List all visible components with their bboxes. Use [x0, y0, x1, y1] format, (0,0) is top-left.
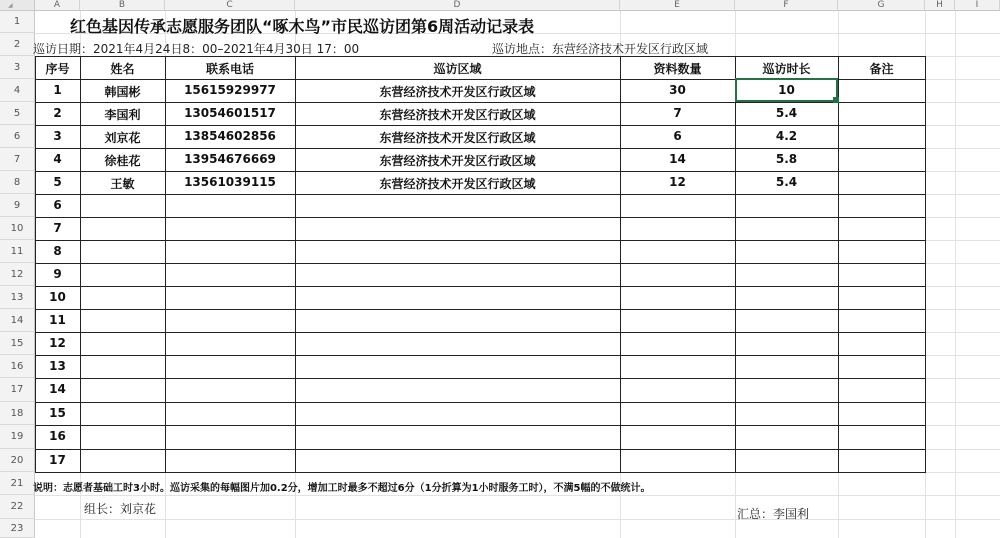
table-border — [925, 56, 926, 473]
header-hours[interactable]: 巡访时长 — [762, 62, 811, 76]
cell-area[interactable]: 东营经济技术开发区行政区域 — [379, 85, 536, 99]
row-header-3[interactable]: 3 — [0, 56, 35, 79]
cell-no[interactable]: 1 — [53, 83, 62, 97]
row-header-12[interactable]: 12 — [0, 263, 35, 286]
cell-area[interactable]: 东营经济技术开发区行政区域 — [379, 131, 536, 145]
table-border — [35, 171, 926, 172]
row-header-1[interactable]: 1 — [0, 11, 35, 33]
row-header-4[interactable]: 4 — [0, 79, 35, 102]
table-border — [35, 402, 926, 403]
gridline — [955, 11, 956, 538]
column-header-i[interactable]: I — [955, 0, 1000, 11]
cell-area[interactable]: 东营经济技术开发区行政区域 — [379, 154, 536, 168]
cell-no[interactable]: 16 — [49, 429, 66, 443]
gridline — [35, 495, 1000, 496]
cell-name[interactable]: 刘京花 — [104, 131, 141, 145]
table-border — [35, 263, 926, 264]
select-all-icon: ◢ — [8, 2, 13, 9]
cell-hours[interactable]: 5.8 — [775, 152, 798, 166]
active-cell-selection[interactable] — [735, 78, 838, 102]
column-header-h[interactable]: H — [925, 0, 955, 11]
column-header-b[interactable]: B — [80, 0, 165, 11]
column-header-c[interactable]: C — [165, 0, 295, 11]
patrol-date: 巡访日期：2021年4月24日8：00–2021年4月30日 17：00 — [33, 42, 360, 56]
row-header-11[interactable]: 11 — [0, 240, 35, 263]
row-header-20[interactable]: 20 — [0, 449, 35, 472]
cell-name[interactable]: 李国利 — [104, 108, 141, 122]
cell-no[interactable]: 10 — [49, 290, 66, 304]
cell-area[interactable]: 东营经济技术开发区行政区域 — [379, 177, 536, 191]
cell-name[interactable]: 韩国彬 — [104, 85, 141, 99]
header-name[interactable]: 姓名 — [110, 62, 135, 76]
column-header-a[interactable]: A — [35, 0, 80, 11]
row-header-19[interactable]: 19 — [0, 425, 35, 449]
cell-no[interactable]: 3 — [53, 129, 62, 143]
cell-no[interactable]: 4 — [53, 152, 62, 166]
cell-name[interactable]: 徐桂花 — [104, 154, 141, 168]
row-header-5[interactable]: 5 — [0, 102, 35, 125]
summary-by: 汇总：李国利 — [737, 507, 810, 521]
patrol-location: 巡访地点：东营经济技术开发区行政区域 — [492, 42, 709, 56]
table-border — [35, 102, 926, 103]
table-border — [35, 472, 926, 473]
cell-no[interactable]: 6 — [53, 198, 62, 212]
header-count[interactable]: 资料数量 — [653, 62, 702, 76]
table-border — [35, 425, 926, 426]
cell-phone[interactable]: 13054601517 — [184, 106, 276, 120]
row-header-17[interactable]: 17 — [0, 378, 35, 402]
cell-no[interactable]: 9 — [53, 267, 62, 281]
row-header-13[interactable]: 13 — [0, 286, 35, 309]
cell-no[interactable]: 13 — [49, 359, 66, 373]
cell-no[interactable]: 11 — [49, 313, 66, 327]
cell-no[interactable]: 15 — [49, 406, 66, 420]
cell-area[interactable]: 东营经济技术开发区行政区域 — [379, 108, 536, 122]
header-area[interactable]: 巡访区域 — [433, 62, 482, 76]
row-header-10[interactable]: 10 — [0, 217, 35, 240]
fill-handle[interactable] — [833, 97, 839, 103]
row-header-23[interactable]: 23 — [0, 519, 35, 538]
table-border — [35, 309, 926, 310]
table-border — [35, 240, 926, 241]
cell-no[interactable]: 5 — [53, 175, 62, 189]
row-header-15[interactable]: 15 — [0, 332, 35, 355]
table-border — [35, 148, 926, 149]
row-header-22[interactable]: 22 — [0, 495, 35, 519]
cell-no[interactable]: 7 — [53, 221, 62, 235]
footnote: 说明：志愿者基础工时3小时。巡访采集的每幅图片加0.2分，增加工时最多不超过6分（1分折算为1小时服务工时），不满5幅的不做统计。 — [33, 483, 651, 494]
cell-hours[interactable]: 10 — [778, 83, 795, 97]
cell-phone[interactable]: 13561039115 — [184, 175, 276, 189]
header-remark[interactable]: 备注 — [869, 62, 894, 76]
header-phone[interactable]: 联系电话 — [205, 62, 254, 76]
column-header-e[interactable]: E — [620, 0, 735, 11]
cell-no[interactable]: 2 — [53, 106, 62, 120]
cell-hours[interactable]: 5.4 — [775, 175, 798, 189]
table-border — [35, 332, 926, 333]
cell-phone[interactable]: 13954676669 — [184, 152, 276, 166]
cell-no[interactable]: 14 — [49, 382, 66, 396]
table-border — [35, 286, 926, 287]
cell-no[interactable]: 8 — [53, 244, 62, 258]
column-header-f[interactable]: F — [735, 0, 838, 11]
row-header-18[interactable]: 18 — [0, 402, 35, 425]
row-header-9[interactable]: 9 — [0, 194, 35, 217]
cell-count[interactable]: 7 — [673, 106, 682, 120]
table-border — [35, 56, 926, 57]
cell-no[interactable]: 17 — [49, 453, 66, 467]
row-header-2[interactable]: 2 — [0, 33, 35, 56]
column-header-d[interactable]: D — [295, 0, 620, 11]
table-border — [35, 449, 926, 450]
table-border — [35, 217, 926, 218]
column-header-g[interactable]: G — [838, 0, 925, 11]
cell-phone[interactable]: 15615929977 — [184, 83, 276, 97]
cell-hours[interactable]: 4.2 — [775, 129, 798, 143]
header-no[interactable]: 序号 — [45, 62, 70, 76]
row-header-21[interactable]: 21 — [0, 472, 35, 495]
cell-count[interactable]: 6 — [673, 129, 682, 143]
select-all-corner[interactable] — [0, 0, 35, 11]
gridline — [35, 519, 1000, 520]
sheet-title: 红色基因传承志愿服务团队“啄木鸟”市民巡访团第6周活动记录表 — [70, 17, 535, 36]
row-header-8[interactable]: 8 — [0, 171, 35, 194]
cell-no[interactable]: 12 — [49, 336, 66, 350]
table-border — [838, 56, 839, 473]
table-border — [35, 355, 926, 356]
cell-count[interactable]: 12 — [669, 175, 686, 189]
cell-phone[interactable]: 13854602856 — [184, 129, 276, 143]
table-border — [35, 194, 926, 195]
team-leader: 组长：刘京花 — [84, 502, 157, 516]
table-border — [35, 378, 926, 379]
cell-count[interactable]: 14 — [669, 152, 686, 166]
row-header-16[interactable]: 16 — [0, 355, 35, 378]
cell-count[interactable]: 30 — [669, 83, 686, 97]
row-header-14[interactable]: 14 — [0, 309, 35, 332]
row-header-6[interactable]: 6 — [0, 125, 35, 148]
table-border — [35, 125, 926, 126]
cell-name[interactable]: 王敏 — [110, 177, 135, 191]
row-header-7[interactable]: 7 — [0, 148, 35, 171]
cell-hours[interactable]: 5.4 — [775, 106, 798, 120]
